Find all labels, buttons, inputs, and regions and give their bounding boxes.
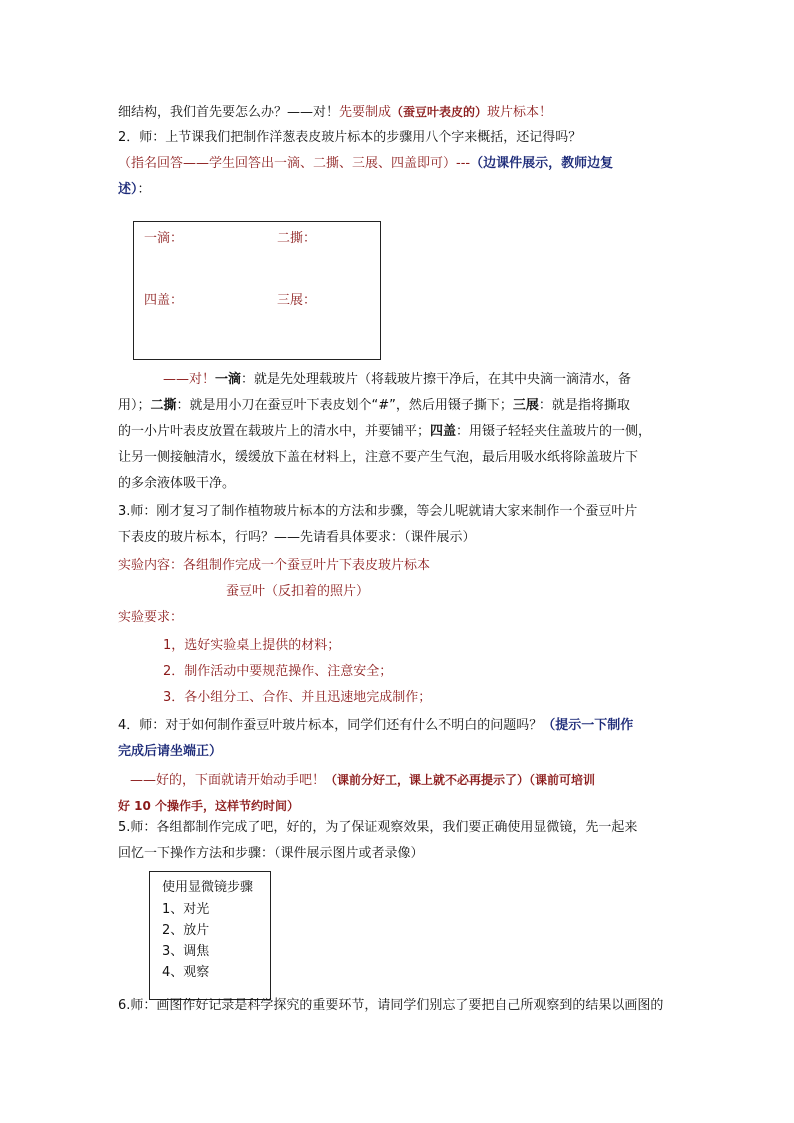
requirement-item: 1，选好实验桌上提供的材料； xyxy=(163,638,341,653)
text-span: 4．师：对于如何制作蚕豆叶玻片标本，同学们还有什么不明白的问题吗？ xyxy=(118,718,543,733)
text-line: 6.师：画图作好记录是科学探究的重要环节，请同学们别忘了要把自己所观察到的结果以画图的 xyxy=(118,998,664,1013)
text-line xyxy=(163,370,631,390)
step-cover-label: 四盖： xyxy=(144,293,184,308)
text-line xyxy=(118,102,552,123)
text-span: （提示一下制作 xyxy=(542,718,634,733)
text-line: 3.师：刚才复习了制作植物玻片标本的方法和步骤，等会儿呢就请大家来制作一个蚕豆叶片 xyxy=(118,504,638,519)
text-line xyxy=(118,154,613,174)
text-line: 让另一侧接触清水，缓缓放下盖在材料上，注意不要产生气泡，最后用吸水纸将除盖玻片下 xyxy=(118,450,639,465)
steps-box xyxy=(133,221,381,360)
requirement-item: 3．各小组分工、合作、并且迅速地完成制作； xyxy=(163,690,432,705)
text-line xyxy=(130,770,595,791)
text-line xyxy=(118,422,651,442)
microscope-step: 1、对光 xyxy=(162,902,210,917)
text-span: 2．师：上节课我们把制作洋葱表皮玻片标本的步骤用八个字来概括，还记得吗？ xyxy=(118,130,582,145)
microscope-step: 4、观察 xyxy=(162,965,210,980)
step-drop-label: 一滴： xyxy=(144,231,184,246)
step-spread-label: 三展： xyxy=(277,293,317,308)
text-line: 回忆一下操作方法和步骤：（课件展示图片或者录像） xyxy=(118,846,424,861)
text-span: ： xyxy=(137,182,151,197)
text-span: （蚕豆叶表皮的） xyxy=(391,105,488,119)
text-line xyxy=(118,716,633,736)
photo-caption: 蚕豆叶（反扣着的照片） xyxy=(226,584,370,599)
text-line: 好 10 个操作手，这样节约时间） xyxy=(118,799,300,813)
text-span: ：就是指将撕取 xyxy=(538,398,630,413)
text-span: 用）； xyxy=(118,398,151,413)
text-line: 的多余液体吸干净。 xyxy=(118,476,236,491)
microscope-steps-box xyxy=(149,871,271,1000)
text-line xyxy=(118,128,581,148)
text-span: 玻片标本！ xyxy=(487,105,553,120)
text-span: 细结构，我们首先要怎么办？——对！ xyxy=(118,105,340,120)
text-line xyxy=(118,396,630,416)
text-span: 三展 xyxy=(512,398,539,413)
text-span: ——好的，下面就请开始动手吧！ xyxy=(130,773,326,788)
microscope-step: 3、调焦 xyxy=(162,944,210,959)
step-tear-label: 二撕： xyxy=(277,231,317,246)
requirements-title: 实验要求： xyxy=(118,610,184,625)
text-line: 完成后请坐端正） xyxy=(118,744,223,759)
text-line: 下表皮的玻片标本，行吗？——先请看具体要求：（课件展示） xyxy=(118,530,476,545)
text-span: 二撕 xyxy=(150,398,177,413)
text-span: （边课件展示，教师边复 xyxy=(470,156,614,171)
experiment-content: 实验内容：各组制作完成一个蚕豆叶片下表皮玻片标本 xyxy=(118,558,431,573)
text-span: ：用镊子轻轻夹住盖玻片的一侧， xyxy=(456,424,652,439)
text-span: ：就是先处理载玻片（将载玻片擦干净后，在其中央滴一滴清水，备 xyxy=(241,372,632,387)
text-span: 的一小片叶表皮放置在载玻片上的清水中，并要铺平； xyxy=(118,424,431,439)
text-span: （课前分好工，课上就不必再提示了）（课前可培训 xyxy=(325,773,596,787)
text-line xyxy=(118,180,151,200)
microscope-step: 2、放片 xyxy=(162,923,210,938)
microscope-steps-title: 使用显微镜步骤 xyxy=(162,880,254,895)
text-span: 先要制成 xyxy=(339,105,392,120)
text-span: （指名回答——学生回答出一滴、二撕、三展、四盖即可）--- xyxy=(118,156,471,171)
text-span: 一滴 xyxy=(215,372,242,387)
requirement-item: 2．制作活动中要规范操作、注意安全； xyxy=(163,664,393,679)
text-span: ——对！ xyxy=(163,372,216,387)
text-line: 5.师：各组都制作完成了吧，好的，为了保证观察效果，我们要正确使用显微镜，先一起来 xyxy=(118,820,638,835)
text-span: ：就是用小刀在蚕豆叶下表皮划个“#”，然后用镊子撕下； xyxy=(176,398,513,413)
text-span: 四盖 xyxy=(430,424,457,439)
text-span: 述） xyxy=(118,182,138,197)
